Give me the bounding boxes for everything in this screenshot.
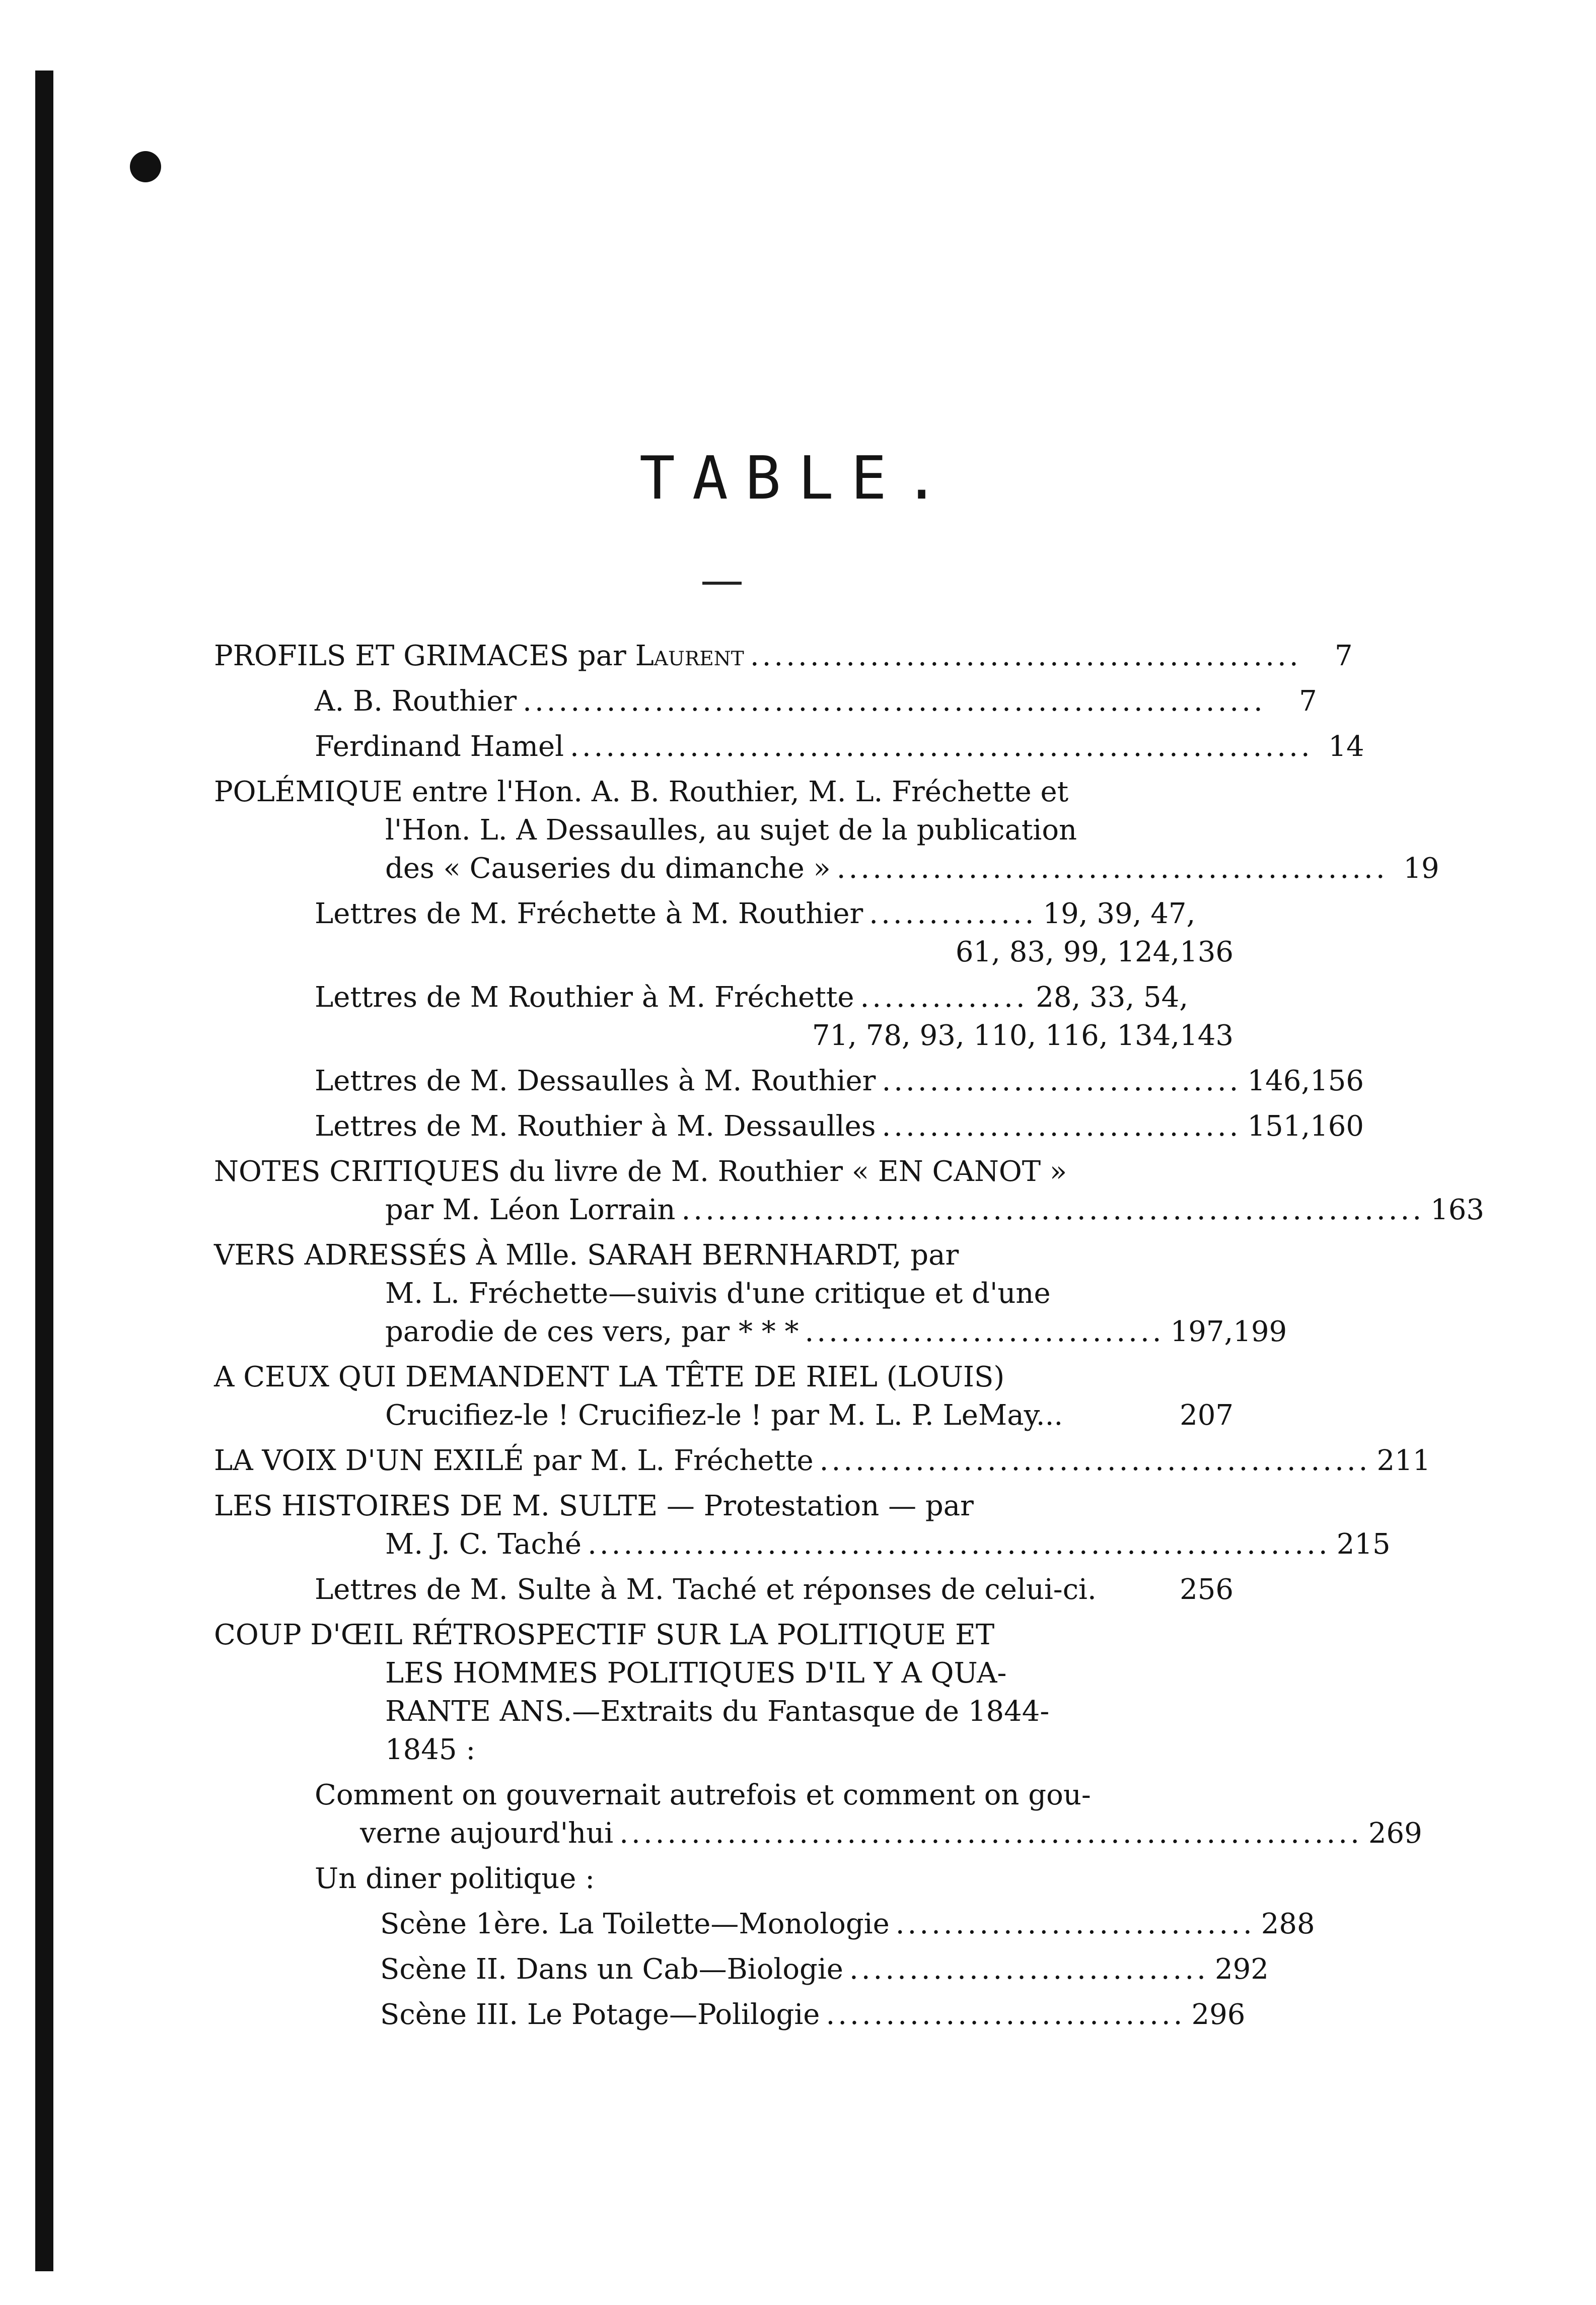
toc-entry-scene-2: Scène II. Dans un Cab—Biologie .............................. 292 bbox=[380, 1953, 1269, 1986]
toc-entry-hamel: Ferdinand Hamel .............................................................. 14 bbox=[315, 730, 1364, 763]
toc-entry-riel: A CEUX QUI DEMANDENT LA TÊTE DE RIEL (LOUIS) Crucifiez-le ! Crucifiez-le ! par M. L. P. LeMay... 207 bbox=[214, 1361, 1234, 1432]
toc-entry-lettres-dessaulles: Lettres de M. Dessaulles à M. Routhier .............................. 146, 156 bbox=[315, 1065, 1364, 1097]
toc-entry-diner-politique: Un diner politique : bbox=[315, 1862, 595, 1895]
table-of-contents bbox=[214, 637, 1485, 2034]
toc-entry-notes-critiques: NOTES CRITIQUES du livre de M. Routhier « EN CANOT » par M. Léon Lorrain .............................................................. 163 bbox=[214, 1155, 1485, 1226]
toc-entry-lettres-routhier-dessaulles: Lettres de M. Routhier à M. Dessaulles .............................. 151, 160 bbox=[315, 1110, 1364, 1143]
toc-entry-voix-exile: LA VOIX D'UN EXILÉ par M. L. Fréchette .............................................. 211 bbox=[214, 1444, 1431, 1477]
page-number: 7 bbox=[1335, 640, 1353, 672]
binding-edge bbox=[35, 71, 53, 2271]
toc-entry-routhier: A. B. Routhier .............................................................. 7 bbox=[315, 685, 1317, 718]
page-title: TABLE. bbox=[639, 443, 957, 513]
ink-blot bbox=[130, 151, 161, 182]
toc-entry-comment-gouvernait: Comment on gouvernait autrefois et comment on gou- verne aujourd'hui .............................................................. 269 bbox=[315, 1779, 1422, 1850]
toc-entry-scene-1: Scène 1ère. La Toilette—Monologie .............................. 288 bbox=[380, 1908, 1315, 1940]
toc-entry-histoires-sulte: LES HISTOIRES DE M. SULTE — Protestation — par M. J. C. Taché .............................................................. 215 bbox=[214, 1490, 1391, 1561]
toc-entry-lettres-sulte: Lettres de M. Sulte à M. Taché et réponses de celui-ci. 256 bbox=[315, 1573, 1234, 1606]
title-divider bbox=[702, 582, 742, 585]
toc-entry-polemique: POLÉMIQUE entre l'Hon. A. B. Routhier, M. L. Fréchette et l'Hon. L. A Dessaulles, au sujet de la publication des « Causeries du dimanche » .............................................. 19 bbox=[214, 776, 1439, 885]
toc-entry-coup-doeil: COUP D'ŒIL RÉTROSPECTIF SUR LA POLITIQUE ET LES HOMMES POLITIQUES D'IL Y A QUA- RANTE ANS.—Extraits du Fantasque de 1844- 1845 : bbox=[214, 1619, 1050, 1766]
toc-entry-vers-adresses: VERS ADRESSÉS À Mlle. SARAH BERNHARDT, par M. L. Fréchette—suivis d'une critique et d'une parodie de ces vers, par * * * .............................. 197, 199 bbox=[214, 1239, 1287, 1348]
toc-entry-scene-3: Scène III. Le Potage—Polilogie .............................. 296 bbox=[380, 1998, 1246, 2031]
toc-entry-lettres-frechette: Lettres de M. Fréchette à M. Routhier .............. 19, 39, 47, 61, 83, 99, 124, 136 bbox=[315, 897, 1234, 968]
toc-entry-profils: PROFILS ET GRIMACES par Laurent .............................................. 7 bbox=[214, 637, 1234, 675]
toc-entry-lettres-routhier: Lettres de M Routhier à M. Fréchette .............. 28, 33, 54, 71, 78, 93, 110, 116, 134, 143 bbox=[315, 981, 1234, 1052]
